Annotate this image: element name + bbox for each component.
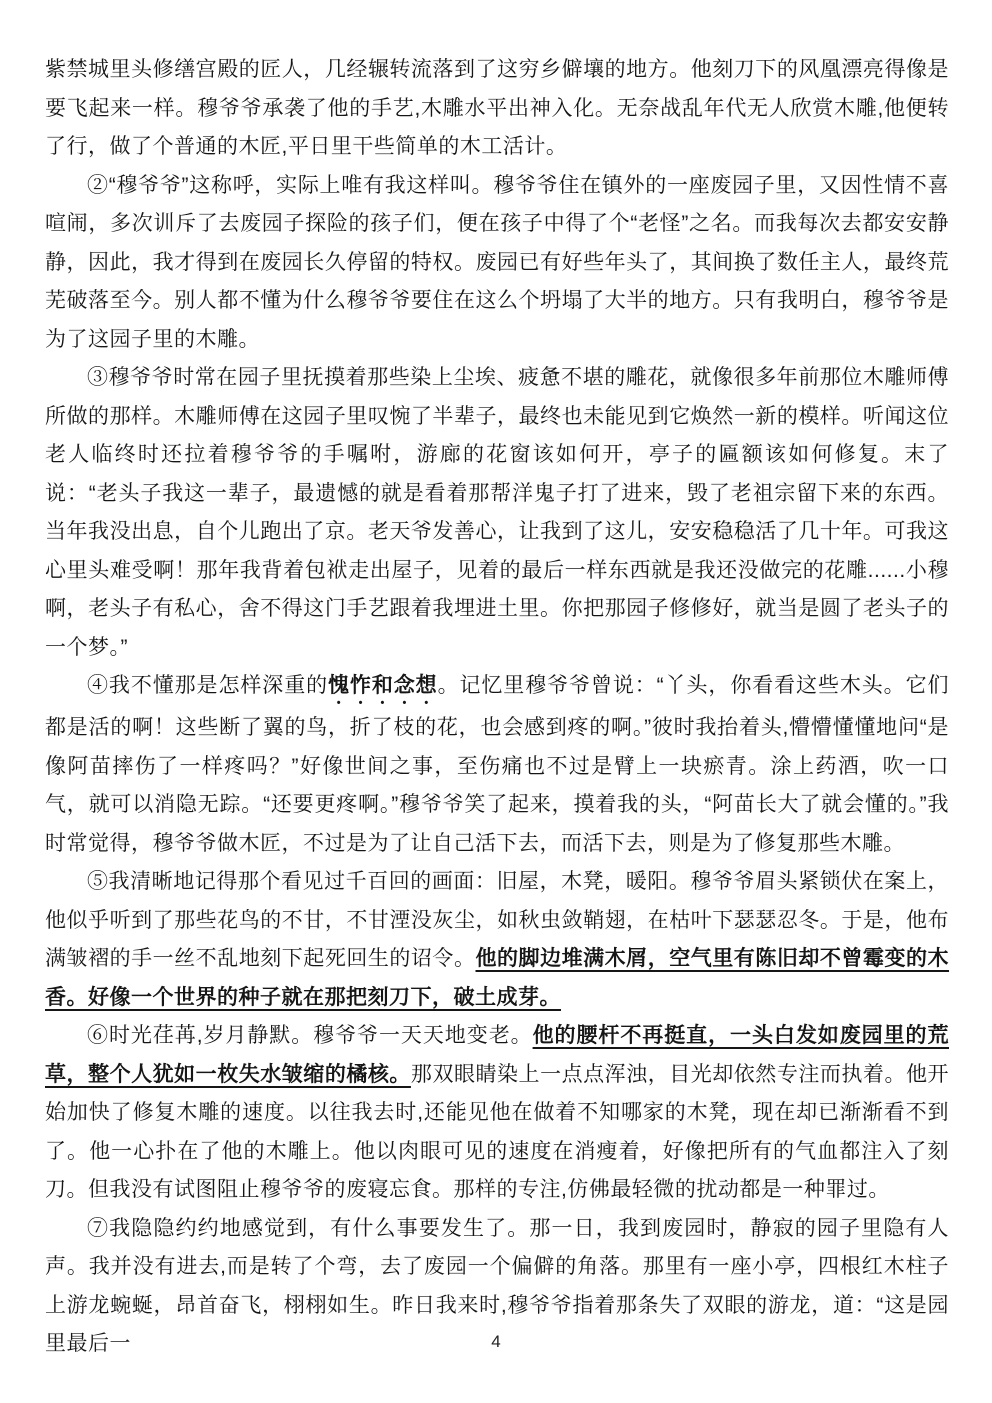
article-body bbox=[45, 51, 949, 1364]
paragraph-6 bbox=[45, 1017, 949, 1210]
paragraph-5 bbox=[45, 863, 949, 1017]
text-segment: 那双眼睛染上一点点浑浊，目光却依然专注而执着。他开始加快了修复木雕的速度。以往我去时,还能见他在做着不知哪家的木凳，现在却已渐渐看不到了。他一心扑在了他的木雕上。他以肉眼可见的速度在消瘦着，好像把所有的气血都注入了刻刀。但我没有试图阻止穆爷爷的废寝忘食。那样的专注,仿佛最轻微的扰动都是一种罪过。 bbox=[45, 1062, 950, 1201]
text-segment: ④我不懂那是怎样深重的 bbox=[87, 674, 329, 697]
text-segment: 。记忆里穆爷爷曾说：“丫头，你看看这些木头。它们都是活的啊！这些断了翼的鸟，折了枝的花，也会感到疼的啊。”彼时我抬着头,懵懵懂懂地问“是像阿苗摔伤了一样疼吗？”好像世间之事，至伤痛也不过是臂上一块瘀青。涂上药酒，吹一口气，就可以消隐无踪。“还要更疼啊。”穆爷爷笑了起来，摸着我的头，“阿苗长大了就会懂的。”我时常觉得，穆爷爷做木匠，不过是为了让自己活下去，而活下去，则是为了修复那些木雕。 bbox=[45, 674, 950, 855]
paragraph-3 bbox=[45, 359, 949, 667]
text-segment: ⑤我清晰地记得那个看见过千百回的画面：旧屋，木凳，暖阳。穆爷爷眉头紧锁伏在案上，他似乎听到了那些花鸟的不甘，不甘湮没灰尘，如秋虫敛鞘翅，在枯叶下瑟瑟忍冬。于是，他布满皱褶的手一丝不乱地刻下起死回生的诏令。 bbox=[45, 870, 949, 970]
text-segment: ③穆爷爷时常在园子里抚摸着那些染上尘埃、疲惫不堪的雕花，就像很多年前那位木雕师傅所做的那样。木雕师傅在这园子里叹惋了半辈子，最终也未能见到它焕然一新的模样。听闻这位老人临终时还拉着穆爷爷的手嘱咐，游廊的花窗该如何开，亭子的匾额该如何修复。末了说：“老头子我这一辈子，最遗憾的就是看着那帮洋鬼子打了进来，毁了老祖宗留下来的东西。当年我没出息，自个儿跑出了京。老天爷发善心，让我到了这儿，安安稳稳活了几十年。可我这心里头难受啊！那年我背着包袱走出屋子，见着的最后一样东西就是我还没做完的花雕......小穆啊，老头子有私心，舍不得这门手艺跟着我埋进土里。你把那园子修修好，就当是圆了老头子的一个梦。” bbox=[45, 366, 949, 659]
paragraph-4 bbox=[45, 667, 949, 863]
paragraph-1 bbox=[45, 51, 949, 167]
text-segment: ②“穆爷爷”这称呼，实际上唯有我这样叫。穆爷爷住在镇外的一座废园子里，又因性情不喜喧闹，多次训斥了去废园子探险的孩子们，便在孩子中得了个“老怪”之名。而我每次去都安安静静，因此，我才得到在废园长久停留的特权。废园已有好些年头了，其间换了数任主人，最终荒芜破落至今。别人都不懂为什么穆爷爷要住在这么个坍塌了大半的地方。只有我明白，穆爷爷是为了这园子里的木雕。 bbox=[45, 173, 949, 351]
text-segment: 紫禁城里头修缮宫殿的匠人，几经辗转流落到了这穷乡僻壤的地方。他刻刀下的风凰漂亮得像是要飞起来一样。穆爷爷承袭了他的手艺,木雕水平出神入化。无奈战乱年代无人欣赏木雕,他便转了行，做了个普通的木匠,平日里干些简单的木工活计。 bbox=[45, 58, 949, 158]
text-segment: 愧怍和念想 bbox=[328, 674, 438, 697]
text-segment: ⑦我隐隐约约地感觉到，有什么事要发生了。那一日，我到废园时，静寂的园子里隐有人声。我并没有进去,而是转了个弯，去了废园一个偏僻的角落。那里有一座小亭，四根红木柱子上游龙蜿蜒，昂首奋飞，栩栩如生。昨日我来时,穆爷爷指着那条失了双眼的游龙，道：“这是园里最后一 bbox=[45, 1216, 949, 1355]
text-segment: 他的脚边堆满木屑，空气里有陈旧却不曾霉变的木香。好像一个世界的种子就在那把刻刀下，破土成芽。 bbox=[45, 947, 950, 1009]
text-segment: 他的腰杆不再挺直，一头白发如废园里的荒草，整个人犹如一枚失水皱缩的橘核。 bbox=[45, 1024, 949, 1086]
paragraph-2 bbox=[45, 167, 949, 360]
text-segment: ⑥时光荏苒,岁月静默。穆爷爷一天天地变老。 bbox=[87, 1024, 533, 1047]
page-number: 4 bbox=[491, 1332, 501, 1351]
